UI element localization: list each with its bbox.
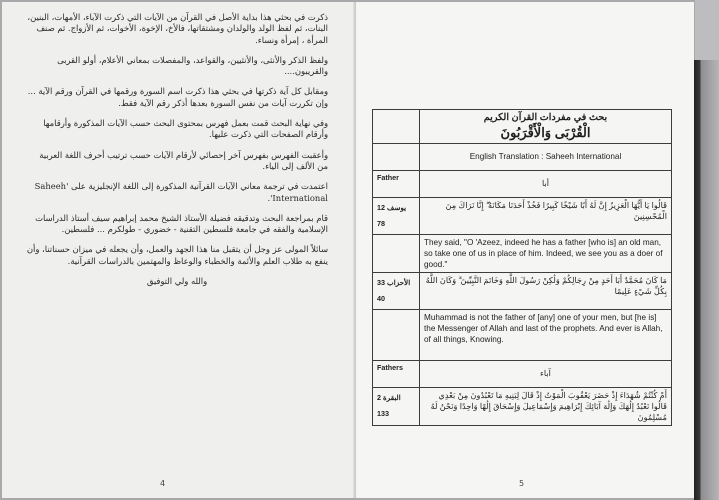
surah-ref: 2 البقرة	[377, 393, 401, 402]
title-cell	[420, 110, 672, 144]
section-english: Fathers	[373, 361, 420, 388]
vocabulary-table	[372, 109, 672, 426]
intro-paragraph: ذكرت في بحثي هذا بداية الأصل في القرآن من الآيات التي ذكرت الآباء، الأمهات، البنين، البنات، ثم لفظ الولد والولدان ومشتقاتها، فالأخ، الإخوة، الأخوات، ثم الأزواج. ثم صنف المرأة ، إمرأة ونساء.	[27, 12, 328, 45]
ayah-row	[373, 273, 672, 310]
book-cover-edge	[694, 60, 719, 500]
ayah-number: 40	[377, 294, 385, 303]
page-number-right: 5	[519, 479, 525, 488]
ayah-reference	[373, 388, 420, 426]
translation-text-row	[373, 310, 672, 361]
intro-paragraph: ولفظ الذكر والأنثى، والأنثيين، والقواعد، والمفصلات بمعاني الأعلام، أولو القربى والقريبون....	[57, 54, 328, 77]
ayah-text: أَمْ كُنْتُمْ شُهَدَاءَ إِذْ حَضَرَ يَعْقُوبَ الْمَوْتُ إِذْ قَالَ لِبَنِيهِ مَا تَعْبُدُونَ مِنْ بَعْدِي قَالُوا نَعْبُدُ إِلَٰهَكَ وَإِلَٰهَ آبَائِكَ إِبْرَاهِيمَ وَإِسْمَاعِيلَ وَإِسْحَاقَ إِلَٰهًا وَاحِدًا وَنَحْنُ لَهُ مُسْلِمُونَ	[420, 388, 672, 426]
section-row	[373, 361, 672, 388]
ayah-text: قَالُوا يَا أَيُّهَا الْعَزِيزُ إِنَّ لَهُ أَبًا شَيْخًا كَبِيرًا فَخُذْ أَحَدَنَا مَكَانَهُ ۖ إِنَّا نَرَاكَ مِنَ الْمُحْسِنِينَ	[420, 198, 672, 235]
ayah-row	[373, 198, 672, 235]
introduction-text	[26, 12, 328, 296]
intro-paragraph: وأعقبت الفهرس بفهرس آخر إحصائي لأرقام الآيات حسب ترتيب أحرف اللغة العربية من الألف إلى الياء.	[39, 149, 328, 171]
surah-ref: 12 يوسف	[377, 203, 407, 212]
intro-paragraph: وفي نهاية البحث قمت بعمل فهرس بمحتوى البحث حسب الآيات المذكورة وأرقامها وأرقام الصفحات التي ذكرت عليها.	[43, 118, 328, 140]
translation-row	[373, 144, 672, 171]
intro-paragraph: سائلاً المولى عز وجل أن يتقبل منا هذا الجهد والعمل، وأن يجعله في ميزان حسناتنا، وأن ينفع به طلاب العلم والأئمة والخطباء والوعاظ والمهتمين بالدراسات القرآنية.	[26, 244, 328, 266]
ayah-text: مَا كَانَ مُحَمَّدٌ أَبَا أَحَدٍ مِنْ رِجَالِكُمْ وَلَٰكِنْ رَسُولَ اللَّهِ وَخَاتَمَ النَّبِيِّينَ ۗ وَكَانَ اللَّهُ بِكُلِّ شَيْءٍ عَلِيمًا	[420, 273, 672, 310]
ayah-translation: They said, "O 'Azeez, indeed he has a father [who is] an old man, so take one of us in place of him. Indeed, we see you as a doer of good."	[420, 235, 672, 273]
signature-line: والله ولي التوفيق	[146, 276, 208, 287]
translation-label: English Translation : Saheeh International	[420, 144, 672, 171]
ayah-row	[373, 388, 672, 426]
background-surface	[695, 0, 719, 60]
intro-paragraph: قام بمراجعة البحث وتدقيقه فضيلة الأستاذ الشيخ محمد إبراهيم سيف أستاذ الدراسات الإسلامية والفقه في جامعة فلسطين التقنية - خضوري - طولكرم ... فلسطين.	[35, 212, 328, 235]
translation-text-row	[373, 235, 672, 273]
right-page	[356, 2, 694, 498]
section-arabic: أبا	[420, 171, 672, 198]
ayah-reference	[373, 273, 420, 310]
table-title: بحث في مفردات القرآن الكريم	[483, 112, 608, 123]
surah-ref: 33 الأحزاب	[377, 278, 411, 287]
side-cell-empty	[373, 310, 420, 361]
ayah-number: 133	[377, 409, 389, 418]
intro-paragraph: اعتمدت في ترجمة معاني الآيات القرآنية المذكورة إلى اللغة الإنجليزية على 'Saheeh International'.	[34, 181, 328, 203]
table-subtitle: الْقُرْبَى وَالْأَقْرَبُونَ	[500, 125, 591, 140]
ayah-translation: Muhammad is not the father of [any] one of your men, but [he is] the Messenger of Allah and last of the prophets. And ever is Allah, of all things, Knowing.	[420, 310, 672, 361]
left-page	[2, 2, 356, 498]
section-arabic: آباء	[420, 361, 672, 388]
ayah-reference	[373, 198, 420, 235]
side-cell-empty	[373, 110, 420, 144]
page-number-left: 4	[160, 479, 166, 488]
ayah-number: 78	[377, 219, 385, 228]
section-row	[373, 171, 672, 198]
section-english: Father	[373, 171, 420, 198]
side-cell-empty	[373, 235, 420, 273]
intro-paragraph: ومقابل كل آية ذكرتها في بحثي هذا ذكرت اسم السورة ورقمها في القرآن ورقم الآية ... وإن تكررت آيات من نفس السورة بعدها أذكر رقم الآية فقط.	[27, 86, 328, 108]
table-header-row	[373, 110, 672, 144]
side-cell-empty	[373, 144, 420, 171]
